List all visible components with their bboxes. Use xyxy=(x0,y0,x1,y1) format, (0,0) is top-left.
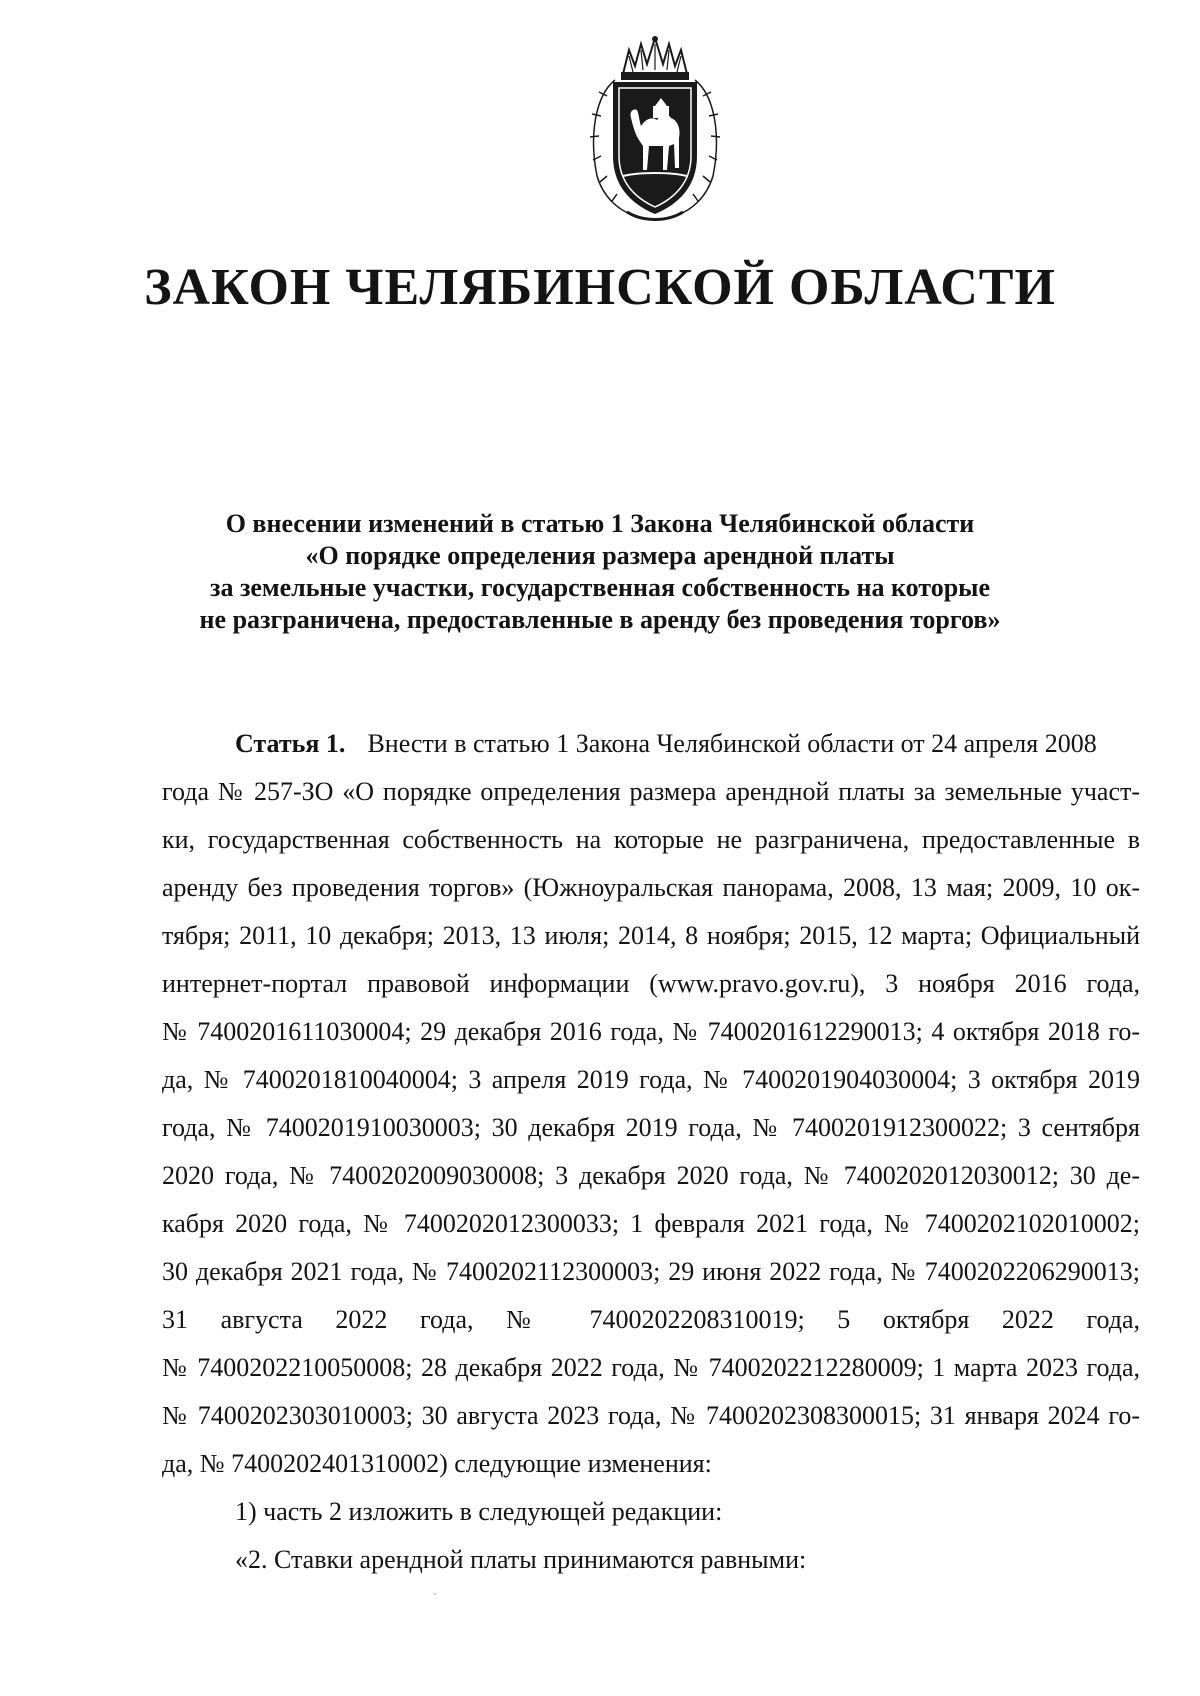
crown-icon xyxy=(621,36,689,80)
heading-line: не разграничена, предоставленные в аренду без проведения торгов» xyxy=(199,605,1001,634)
quoted-text-start: «2. Ставки арендной платы принимаются равными: xyxy=(235,1545,807,1574)
article-text-line: Внести в статью 1 Закона Челябинской области от 24 апреля 2008 xyxy=(367,729,1097,758)
article-text-line: года № 257-ЗО «О порядке определения размера арендной платы за земельные участ- xyxy=(162,777,1140,806)
article-text-line: ки, государственная собственность на которые не разграничена, предоставленные в xyxy=(162,825,1140,854)
shield-icon xyxy=(613,82,697,214)
article-text-line: 31 августа 2022 года, № 7400202208310019; 5 октября 2022 года, xyxy=(162,1305,1140,1334)
article-text-line: да, № 7400202401310002) следующие изменения: xyxy=(162,1449,712,1478)
article-first-line xyxy=(162,720,1140,768)
article-text-line: года, № 7400201910030003; 30 декабря 2019 года, № 7400201912300022; 3 сентября xyxy=(162,1113,1140,1142)
article-text-line: кабря 2020 года, № 7400202012300033; 1 февраля 2021 года, № 7400202102010002; xyxy=(162,1209,1140,1238)
article-text-line: 2020 года, № 7400202009030008; 3 декабря 2020 года, № 7400202012030012; 30 де- xyxy=(162,1161,1140,1190)
article-text-line: тября; 2011, 10 декабря; 2013, 13 июля; 2014, 8 ноября; 2015, 12 марта; Официальный xyxy=(162,921,1140,950)
article-label: Статья 1. xyxy=(235,729,346,758)
article-text-line: № 7400202210050008; 28 декабря 2022 года, № 7400202212280009; 1 марта 2023 года, xyxy=(162,1353,1140,1382)
amendment-item-1: 1) часть 2 изложить в следующей редакции: xyxy=(235,1497,723,1526)
article-text-line: № 7400202303010003; 30 августа 2023 года, № 7400202308300015; 31 января 2024 го- xyxy=(162,1401,1140,1430)
law-title: ЗАКОН ЧЕЛЯБИНСКОЙ ОБЛАСТИ xyxy=(144,259,1056,316)
heading-line: «О порядке определения размера арендной платы xyxy=(305,541,895,570)
scan-speck xyxy=(434,1593,436,1595)
heading-line: за земельные участки, государственная собственность на которые xyxy=(210,573,990,602)
article-text-line: да, № 7400201810040004; 3 апреля 2019 года, № 7400201904030004; 3 октября 2019 xyxy=(162,1065,1140,1094)
coat-of-arms-emblem xyxy=(585,36,725,224)
heading-line: О внесении изменений в статью 1 Закона Челябинской области xyxy=(225,509,975,538)
article-text-line: интернет-портал правовой информации (www.pravo.gov.ru), 3 ноября 2016 года, xyxy=(162,969,1140,998)
article-text-line: № 7400201611030004; 29 декабря 2016 года, № 7400201612290013; 4 октября 2018 го- xyxy=(162,1017,1140,1046)
article-text-line: аренду без проведения торгов» (Южноуральская панорама, 2008, 13 мая; 2009, 10 ок- xyxy=(162,873,1140,902)
article-text-line: 30 декабря 2021 года, № 7400202112300003; 29 июня 2022 года, № 7400202206290013; xyxy=(162,1257,1140,1286)
document-heading xyxy=(150,508,1050,636)
article-body xyxy=(162,720,1140,1584)
